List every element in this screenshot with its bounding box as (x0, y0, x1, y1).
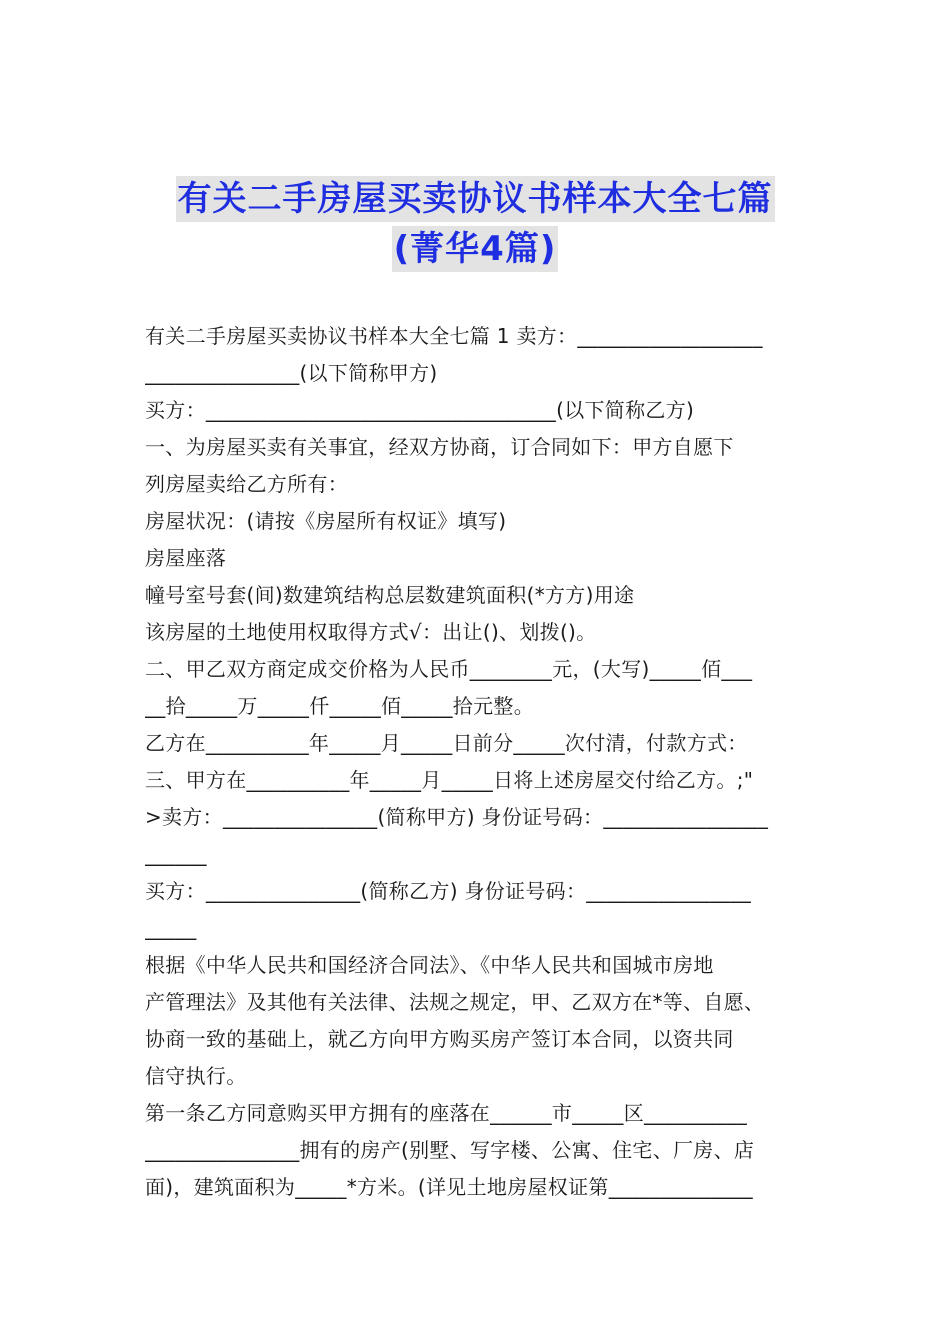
body-line: 面)，建筑面积为_____*方米。(详见土地房屋权证第______________ (145, 1175, 753, 1199)
body-line: 根据《中华人民共和国经济合同法》、《中华人民共和国城市房地 (145, 953, 714, 977)
title-line-2: (菁华4篇) (392, 226, 559, 272)
body-line: 二、甲乙双方商定成交价格为人民币________元，(大写)_____佰___ (145, 657, 753, 681)
body-line: _______________(以下简称甲方) (145, 361, 438, 385)
body-line: _______________拥有的房产(别墅、写字楼、公寓、住宅、厂房、店 (145, 1138, 755, 1162)
body-line: 一、为房屋买卖有关事宜，经双方协商，订合同如下：甲方自愿下 (145, 435, 734, 459)
body-line: 买方：__________________________________(以下简称乙方) (145, 398, 695, 422)
body-line: 乙方在__________年_____月_____日前分_____次付清，付款方式： (145, 731, 748, 755)
body-line: 协商一致的基础上，就乙方向甲方购买房产签订本合同，以资共同 (145, 1027, 734, 1051)
body-line: _____ (145, 916, 197, 940)
title-line-1: 有关二手房屋买卖协议书样本大全七篇 (176, 176, 775, 222)
body-line: 第一条乙方同意购买甲方拥有的座落在______市_____区__________ (145, 1101, 747, 1125)
body-line: 信守执行。 (145, 1064, 247, 1088)
body-line: >卖方：_______________(简称甲方) 身份证号码：________________ (145, 805, 769, 829)
body-line: ______ (145, 842, 207, 866)
body-line: 列房屋卖给乙方所有： (145, 472, 348, 496)
body-line: 买方：_______________(简称乙方) 身份证号码：________________ (145, 879, 752, 903)
body-line: 房屋状况：(请按《房屋所有权证》填写) (145, 509, 507, 533)
body-line: 房屋座落 (145, 546, 227, 570)
body-line: 该房屋的土地使用权取得方式√：出让()、划拨()。 (145, 620, 597, 644)
body-line: 产管理法》及其他有关法律、法规之规定，甲、乙双方在*等、自愿、 (145, 990, 765, 1014)
body-line: 有关二手房屋买卖协议书样本大全七篇 1 卖方：__________________ (145, 324, 763, 348)
body-line: 幢号室号套(间)数建筑结构总层数建筑面积(*方方)用途 (145, 583, 635, 607)
body-line: 三、甲方在__________年_____月_____日将上述房屋交付给乙方。;" (145, 768, 754, 792)
body-line: __拾_____万_____仟_____佰_____拾元整。 (145, 694, 534, 718)
document-body (145, 318, 810, 1206)
document-title (0, 176, 950, 276)
